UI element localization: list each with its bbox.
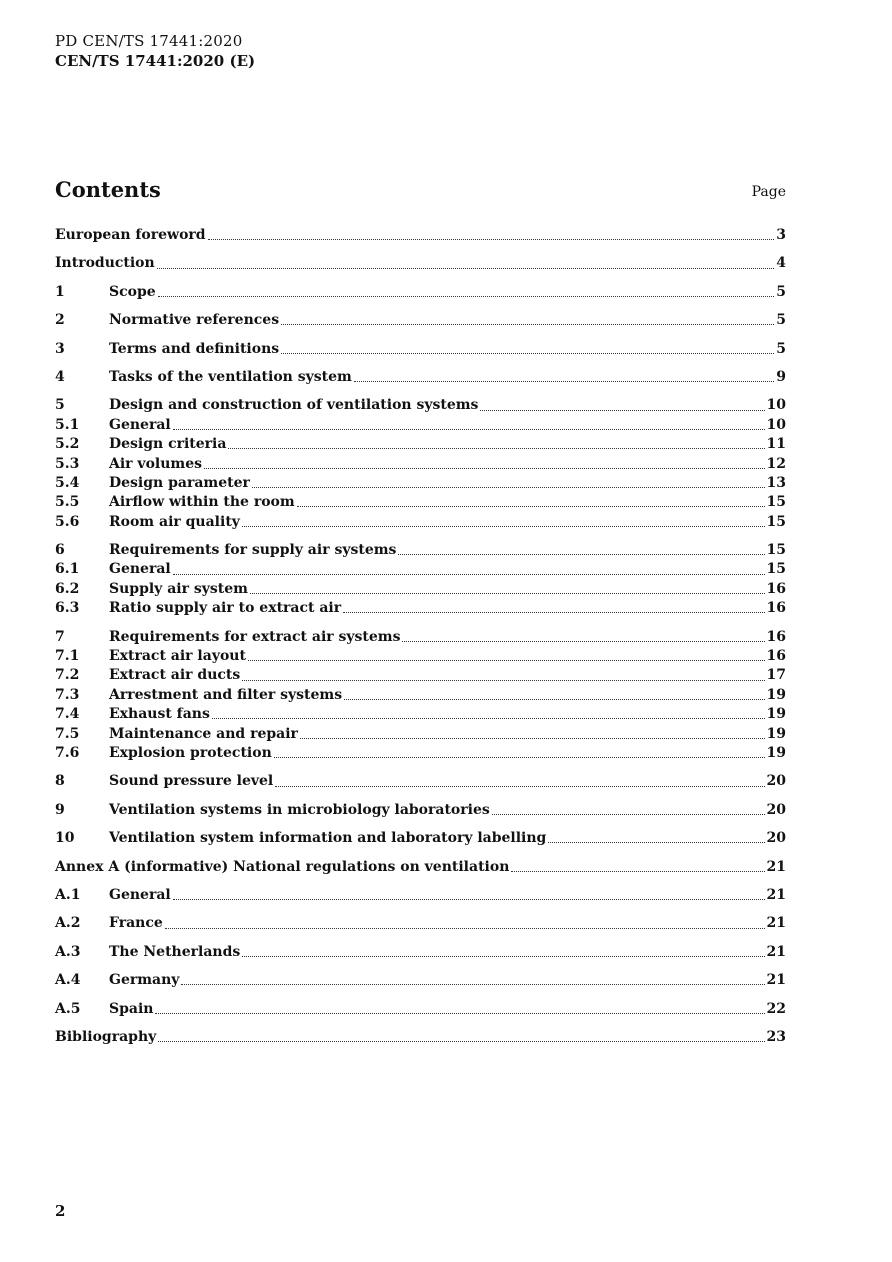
toc-entry-number: 8 [55, 773, 65, 790]
toc-entry[interactable] [55, 474, 786, 493]
toc-entry-page: 15 [766, 561, 786, 578]
toc-entry-title: Terms and definitions [109, 340, 280, 357]
toc-entry[interactable] [55, 435, 786, 454]
toc-entry-page: 22 [766, 1000, 786, 1017]
dot-leader [158, 296, 775, 297]
toc-entry[interactable] [55, 254, 786, 273]
dot-leader [181, 984, 764, 985]
toc-entry-page: 16 [766, 648, 786, 665]
toc-entry[interactable] [55, 772, 786, 791]
toc-entry-number: 5.6 [55, 513, 80, 530]
dot-leader [511, 871, 764, 872]
toc-entry-title: Air volumes [109, 455, 203, 472]
toc-entry-number: 6 [55, 542, 65, 559]
toc-entry-number: 5.4 [55, 474, 80, 491]
toc-entry-page: 5 [776, 340, 786, 357]
toc-entry-page: 5 [776, 283, 786, 300]
toc-entry-title: Requirements for supply air systems [109, 542, 397, 559]
toc-entry[interactable] [55, 1000, 786, 1019]
toc-entry-number: 7.1 [55, 648, 80, 665]
toc-entry-number: 9 [55, 801, 65, 818]
toc-entry-page: 13 [766, 474, 786, 491]
page-column-label: Page [751, 184, 786, 200]
toc-entry[interactable] [55, 340, 786, 359]
toc-entry-number: A.4 [55, 972, 81, 989]
toc-entry-number: 6.3 [55, 600, 80, 617]
toc-entry-title: Exhaust fans [109, 706, 210, 723]
toc-entry-number: 5.5 [55, 494, 80, 511]
toc-entry-title: General [109, 416, 171, 433]
toc-entry-number: 5 [55, 397, 65, 414]
dot-leader [208, 239, 775, 240]
dot-leader [297, 506, 765, 507]
toc-entry-number: 7.2 [55, 667, 80, 684]
dot-leader [250, 593, 765, 594]
toc-entry[interactable] [55, 666, 786, 685]
toc-entry-page: 16 [766, 600, 786, 617]
dot-leader [173, 429, 765, 430]
toc-entry-page: 15 [766, 542, 786, 559]
dot-leader [165, 928, 765, 929]
toc-entry[interactable] [55, 628, 786, 647]
toc-entry-title: Annex A (informative) National regulations on ventilation [55, 858, 510, 875]
toc-entry-title: Design criteria [109, 436, 227, 453]
toc-entry[interactable] [55, 368, 786, 387]
toc-entry-page: 3 [776, 227, 786, 243]
toc-entry[interactable] [55, 943, 786, 962]
toc-entry-page: 16 [766, 580, 786, 597]
toc-entry-title: Introduction [55, 255, 155, 272]
toc-entry[interactable] [55, 886, 786, 905]
toc-entry[interactable] [55, 801, 786, 820]
dot-leader [242, 526, 765, 527]
toc-entry-page: 20 [766, 830, 786, 847]
toc-entry-title: Requirements for extract air systems [109, 628, 401, 645]
toc-entry[interactable] [55, 493, 786, 512]
toc-entry-number: 2 [55, 312, 65, 329]
toc-entry-number: 7 [55, 628, 65, 645]
toc-entry-number: 7.4 [55, 706, 80, 723]
toc-entry-title: General [109, 886, 171, 903]
toc-entry[interactable] [55, 311, 786, 330]
toc-entry-title: Germany [109, 972, 180, 989]
toc-entry-page: 11 [766, 436, 786, 453]
toc-entry-page: 20 [766, 801, 786, 818]
toc-entry-number: 5.1 [55, 416, 80, 433]
toc-entry[interactable] [55, 725, 786, 744]
dot-leader [281, 353, 774, 354]
toc-entry-number: 4 [55, 368, 65, 385]
toc-entry-number: 7.3 [55, 686, 80, 703]
toc-entry-title: Bibliography [55, 1028, 157, 1045]
dot-leader [242, 680, 764, 681]
toc-entry[interactable] [55, 283, 786, 302]
document-id-edition: CEN/TS 17441:2020 (E) [55, 52, 256, 70]
toc-entry[interactable] [55, 705, 786, 724]
toc-entry-page: 9 [776, 368, 786, 385]
toc-entry-page: 19 [766, 706, 786, 723]
toc-entry-page: 12 [766, 455, 786, 472]
toc-entry-title: Normative references [109, 312, 280, 329]
toc-entry[interactable] [55, 914, 786, 933]
dot-leader [157, 268, 775, 269]
toc-entry[interactable] [55, 858, 786, 877]
toc-entry-page: 16 [766, 628, 786, 645]
dot-leader [281, 324, 774, 325]
toc-entry-number: 6.2 [55, 580, 80, 597]
dot-leader [204, 468, 765, 469]
toc-entry[interactable] [55, 971, 786, 990]
table-of-contents [55, 226, 786, 1047]
dot-leader [398, 554, 764, 555]
toc-entry-number: 5.2 [55, 436, 80, 453]
toc-entry-page: 19 [766, 686, 786, 703]
toc-entry-number: A.1 [55, 886, 81, 903]
toc-entry-title: Explosion protection [109, 744, 272, 761]
page-number: 2 [55, 1202, 66, 1220]
toc-entry-title: Ratio supply air to extract air [109, 600, 342, 617]
toc-entry-page: 21 [766, 886, 786, 903]
toc-entry[interactable] [55, 580, 786, 599]
toc-entry-page: 19 [766, 725, 786, 742]
toc-entry-title: Ventilation system information and laboratory labelling [109, 830, 547, 847]
toc-entry-page: 23 [766, 1028, 786, 1045]
toc-entry[interactable] [55, 513, 786, 532]
toc-entry-number: 7.6 [55, 744, 80, 761]
dot-leader [158, 1041, 764, 1042]
toc-entry-number: 7.5 [55, 725, 80, 742]
toc-entry-title: Arrestment and filter systems [109, 686, 343, 703]
toc-entry-page: 10 [766, 397, 786, 414]
toc-entry[interactable] [55, 396, 786, 415]
toc-entry-page: 21 [766, 943, 786, 960]
toc-entry-title: Ventilation systems in microbiology laboratories [109, 801, 490, 818]
toc-entry-page: 20 [766, 773, 786, 790]
dot-leader [480, 410, 764, 411]
toc-entry-number: 5.3 [55, 455, 80, 472]
dot-leader [343, 612, 764, 613]
dot-leader [344, 699, 764, 700]
toc-entry-title: Room air quality [109, 513, 240, 530]
dot-leader [173, 899, 765, 900]
contents-title: Contents [55, 177, 161, 202]
toc-entry[interactable] [55, 455, 786, 474]
dot-leader [228, 448, 764, 449]
document-id: PD CEN/TS 17441:2020 [55, 32, 243, 50]
toc-entry[interactable] [55, 744, 786, 763]
toc-entry-title: Maintenance and repair [109, 725, 298, 742]
toc-entry-title: Supply air system [109, 580, 248, 597]
dot-leader [274, 757, 765, 758]
toc-entry-page: 10 [766, 416, 786, 433]
toc-entry[interactable] [55, 686, 786, 705]
toc-entry-title: Extract air layout [109, 648, 246, 665]
toc-entry-number: A.3 [55, 943, 81, 960]
toc-entry-page: 21 [766, 858, 786, 875]
toc-entry[interactable] [55, 560, 786, 579]
dot-leader [252, 487, 765, 488]
toc-entry-number: 10 [55, 830, 75, 847]
toc-entry-title: Extract air ducts [109, 667, 241, 684]
toc-entry-page: 21 [766, 915, 786, 932]
toc-entry[interactable] [55, 416, 786, 435]
toc-entry-page: 17 [766, 667, 786, 684]
toc-entry-title: Spain [109, 1000, 154, 1017]
dot-leader [492, 814, 765, 815]
toc-entry-page: 5 [776, 312, 786, 329]
toc-entry[interactable] [55, 226, 786, 245]
toc-entry-title: Scope [109, 283, 156, 300]
toc-entry-title: European foreword [55, 227, 206, 243]
toc-entry-title: France [109, 915, 163, 932]
dot-leader [248, 660, 765, 661]
toc-entry[interactable] [55, 599, 786, 618]
toc-entry-title: Design parameter [109, 474, 250, 491]
dot-leader [548, 842, 764, 843]
dot-leader [242, 956, 764, 957]
toc-entry-number: A.2 [55, 915, 81, 932]
dot-leader [300, 738, 765, 739]
dot-leader [155, 1013, 764, 1014]
toc-entry-title: Sound pressure level [109, 773, 274, 790]
toc-entry-page: 19 [766, 744, 786, 761]
toc-entry[interactable] [55, 647, 786, 666]
toc-entry-title: The Netherlands [109, 943, 241, 960]
toc-entry-number: 1 [55, 283, 65, 300]
toc-entry-number: A.5 [55, 1000, 81, 1017]
toc-entry-page: 15 [766, 513, 786, 530]
toc-entry-page: 4 [776, 255, 786, 272]
toc-entry-title: Design and construction of ventilation systems [109, 397, 479, 414]
dot-leader [173, 574, 765, 575]
toc-entry-number: 3 [55, 340, 65, 357]
toc-entry-page: 15 [766, 494, 786, 511]
dot-leader [212, 718, 765, 719]
dot-leader [354, 381, 774, 382]
toc-entry-number: 6.1 [55, 561, 80, 578]
toc-entry-page: 21 [766, 972, 786, 989]
toc-entry-title: General [109, 561, 171, 578]
toc-entry-title: Tasks of the ventilation system [109, 368, 352, 385]
dot-leader [402, 641, 764, 642]
toc-entry[interactable] [55, 541, 786, 560]
toc-entry[interactable] [55, 1028, 786, 1047]
dot-leader [275, 786, 764, 787]
toc-entry[interactable] [55, 829, 786, 848]
toc-entry-title: Airflow within the room [109, 494, 295, 511]
